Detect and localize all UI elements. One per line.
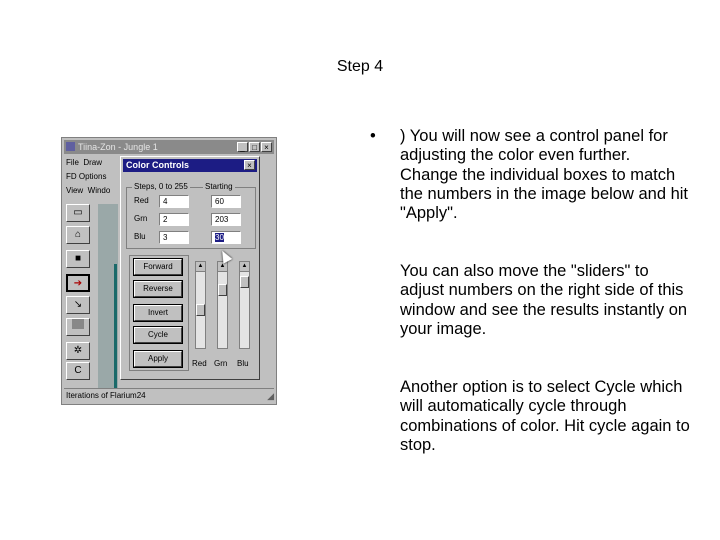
blu-slider-up-icon[interactable]: ▲	[240, 262, 249, 272]
paragraph-2: You can also move the "sliders" to adjust numbers on the right side of this window and see the results instantly on your image.	[400, 262, 688, 338]
menu-view[interactable]: View	[66, 186, 84, 195]
c-icon[interactable]: C	[66, 362, 90, 380]
menu-fd-options[interactable]: FD Options	[66, 172, 107, 181]
menu-row-3	[66, 186, 110, 195]
steps-label: Steps, 0 to 255	[134, 182, 188, 191]
starting-label: Starting	[205, 182, 233, 191]
red-slider-up-icon[interactable]: ▲	[196, 262, 205, 272]
menu-draw[interactable]: Draw	[83, 158, 103, 167]
red-slider-label: Red	[192, 359, 207, 368]
blu-step-field[interactable]: 3	[159, 231, 189, 244]
red-label: Red	[134, 196, 149, 205]
fractal-icon[interactable]: ✲	[66, 342, 90, 360]
bullet: •	[370, 127, 376, 145]
image-canvas	[98, 204, 118, 394]
paragraph-3: Another option is to select Cycle which will automatically cycle through combinations of color. Hit cycle again to stop.	[400, 378, 690, 454]
grn-slider-up-icon[interactable]: ▲	[218, 262, 227, 272]
invert-button[interactable]: Invert	[134, 305, 182, 321]
select-icon[interactable]: ↘	[66, 296, 90, 314]
resize-grip-icon[interactable]: ◢	[267, 391, 274, 401]
save-icon[interactable]: ■	[66, 250, 90, 268]
red-start-field[interactable]: 60	[211, 195, 241, 208]
cycle-button[interactable]: Cycle	[134, 327, 182, 343]
grn-start-field[interactable]: 203	[211, 213, 241, 226]
grn-step-field[interactable]: 2	[159, 213, 189, 226]
forward-button[interactable]: Forward	[134, 259, 182, 275]
status-text: Iterations of Flarium24	[66, 391, 146, 400]
grn-slider[interactable]	[217, 261, 228, 349]
open-icon[interactable]: ⌂	[66, 226, 90, 244]
app-titlebar	[64, 140, 274, 154]
close-icon[interactable]: ×	[261, 142, 272, 152]
red-slider[interactable]	[195, 261, 206, 349]
apply-button[interactable]: Apply	[134, 351, 182, 367]
red-step-field[interactable]: 4	[159, 195, 189, 208]
new-icon[interactable]: ▭	[66, 204, 90, 222]
minimize-icon[interactable]: _	[237, 142, 248, 152]
blu-slider-label: Blu	[237, 359, 249, 368]
blu-label: Blu	[134, 232, 146, 241]
menu-file[interactable]: File	[66, 158, 79, 167]
arrow-icon[interactable]: ➔	[66, 274, 90, 292]
menu-row-2	[66, 172, 106, 181]
blu-start-value: 30	[215, 233, 224, 242]
blu-start-field[interactable]	[211, 231, 241, 244]
paragraph-1: ) You will now see a control panel for adjusting the color even further. Change the individual boxes to match the numbers in the image below and hit "Apply".	[400, 127, 689, 223]
dialog-close-icon[interactable]: ×	[244, 160, 255, 170]
app-title: Tiina-Zon - Jungle 1	[78, 142, 158, 152]
dialog-title: Color Controls	[126, 160, 189, 170]
blu-slider[interactable]	[239, 261, 250, 349]
blu-slider-thumb[interactable]	[240, 276, 249, 288]
grn-label: Grn	[134, 214, 148, 223]
slide-title: Step 4	[336, 58, 384, 75]
menu-row-1	[66, 158, 102, 167]
status-bar	[64, 388, 274, 402]
red-slider-thumb[interactable]	[196, 304, 205, 316]
grn-slider-thumb[interactable]	[218, 284, 227, 296]
dialog-titlebar	[123, 159, 257, 172]
square-icon[interactable]	[66, 318, 90, 336]
menu-window[interactable]: Windo	[87, 186, 111, 195]
reverse-button[interactable]: Reverse	[134, 281, 182, 297]
grn-slider-label: Grn	[214, 359, 228, 368]
maximize-icon[interactable]: □	[249, 142, 260, 152]
app-icon	[66, 142, 75, 151]
values-group	[126, 182, 256, 249]
color-controls-dialog	[120, 156, 260, 380]
